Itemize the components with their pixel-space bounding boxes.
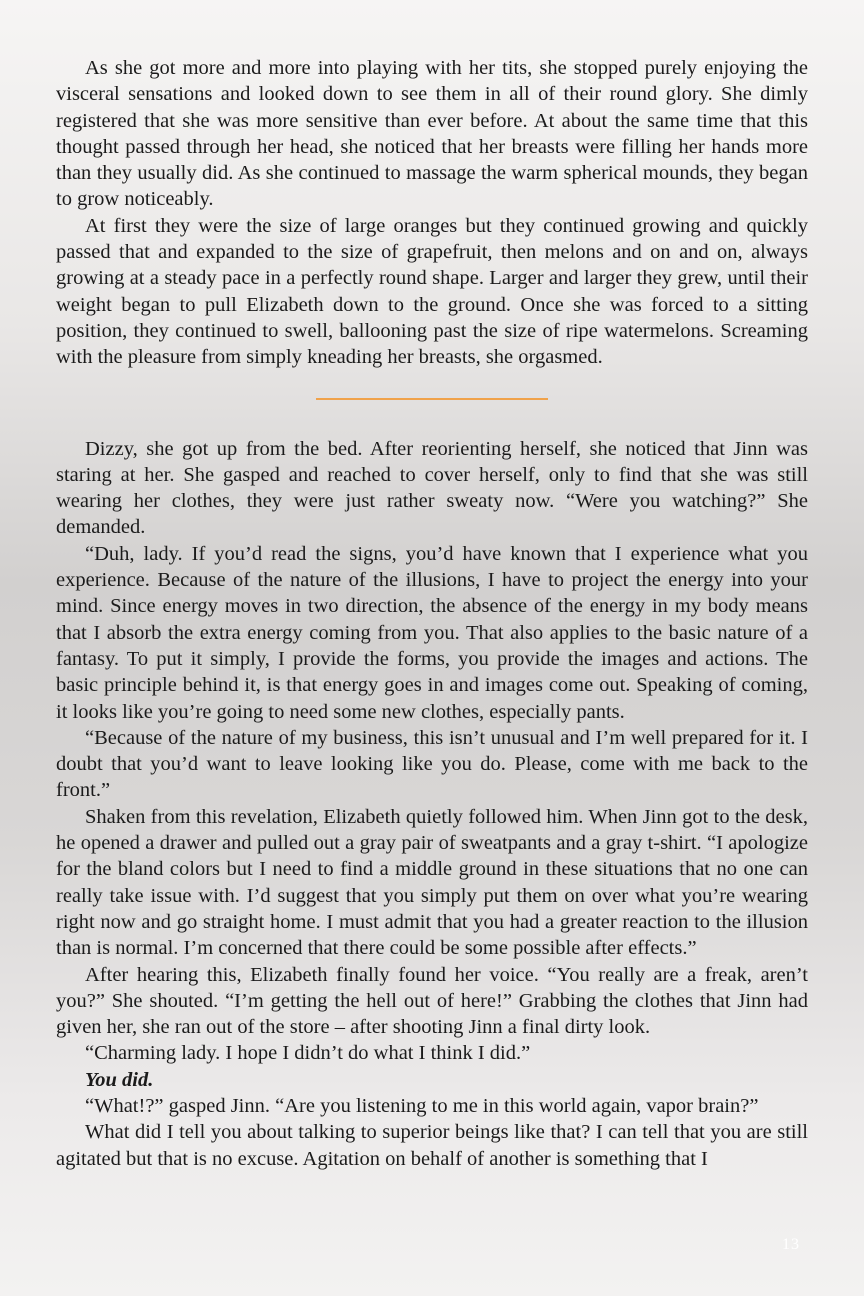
section-1 [56, 55, 808, 371]
section-divider [316, 398, 548, 400]
paragraph: “Because of the nature of my business, this isn’t unusual and I’m well prepared for it. I doubt that you’d want to leave looking like you do. Please, come with me back to the front.” [56, 726, 808, 802]
paragraph: “Duh, lady. If you’d read the signs, you’d have known that I experience what you experience. Because of the nature of the illusions, I have to project the energy into your mind. Since energy moves in two direction, the absence of the energy in my body means that I absorb the extra energy coming from you. That also applies to the basic nature of a fantasy. To put it simply, I provide the forms, you provide the images and actions. The basic principle behind it, is that energy goes in and images come out. Speaking of coming, it looks like you’re going to need some new clothes, especially pants. [56, 542, 808, 723]
section-2 [56, 436, 808, 1172]
paragraph: “What!?” gasped Jinn. “Are you listening to me in this world again, vapor brain?” [85, 1094, 759, 1117]
paragraph: As she got more and more into playing with her tits, she stopped purely enjoying the visceral sensations and looked down to see them in all of their round glory. She dimly registered that she was more sensitive than ever before. At about the same time that this thought passed through her head, she noticed that her breasts were filling her hands more than they usually did. As she continued to massage the warm spherical mounds, they began to grow noticeably. [56, 57, 808, 211]
book-page-text [56, 55, 808, 1172]
emphasis-text: You did. [85, 1068, 154, 1091]
paragraph: Shaken from this revelation, Elizabeth quietly followed him. When Jinn got to the desk, he opened a drawer and pulled out a gray pair of sweatpants and a gray t-shirt. “I apologize for the bland colors but I need to find a middle ground in these situations that no one can really take issue with. I’d suggest that you simply put them on over what you’re wearing right now and go straight home. I must admit that you had a greater reaction to the illusion than is normal. I’m concerned that there could be some possible after effects.” [56, 805, 808, 960]
paragraph: At first they were the size of large oranges but they continued growing and quickly passed that and expanded to the size of grapefruit, then melons and on and on, always growing at a steady pace in a perfectly round shape. Larger and larger they grew, until their weight began to pull Elizabeth down to the ground. Once she was forced to a sitting position, they continued to swell, ballooning past the size of ripe watermelons. Screaming with the pleasure from simply kneading her breasts, she orgasmed. [56, 214, 808, 369]
paragraph: Dizzy, she got up from the bed. After reorienting herself, she noticed that Jinn was staring at her. She gasped and reached to cover herself, only to find that she was still wearing her clothes, they were just rather sweaty now. “Were you watching?” She demanded. [56, 437, 808, 539]
page-number: 13 [782, 1236, 800, 1253]
emphasis-paragraph [56, 1067, 808, 1093]
paragraph: What did I tell you about talking to superior beings like that? I can tell that you are still agitated but that is no excuse. Agitation on behalf of another is something that I [56, 1121, 808, 1170]
paragraph: After hearing this, Elizabeth finally found her voice. “You really are a freak, aren’t you?” She shouted. “I’m getting the hell out of here!” Grabbing the clothes that Jinn had given her, she ran out of the store – after shooting Jinn a final dirty look. [56, 963, 808, 1039]
paragraph: “Charming lady. I hope I didn’t do what I think I did.” [85, 1042, 531, 1065]
